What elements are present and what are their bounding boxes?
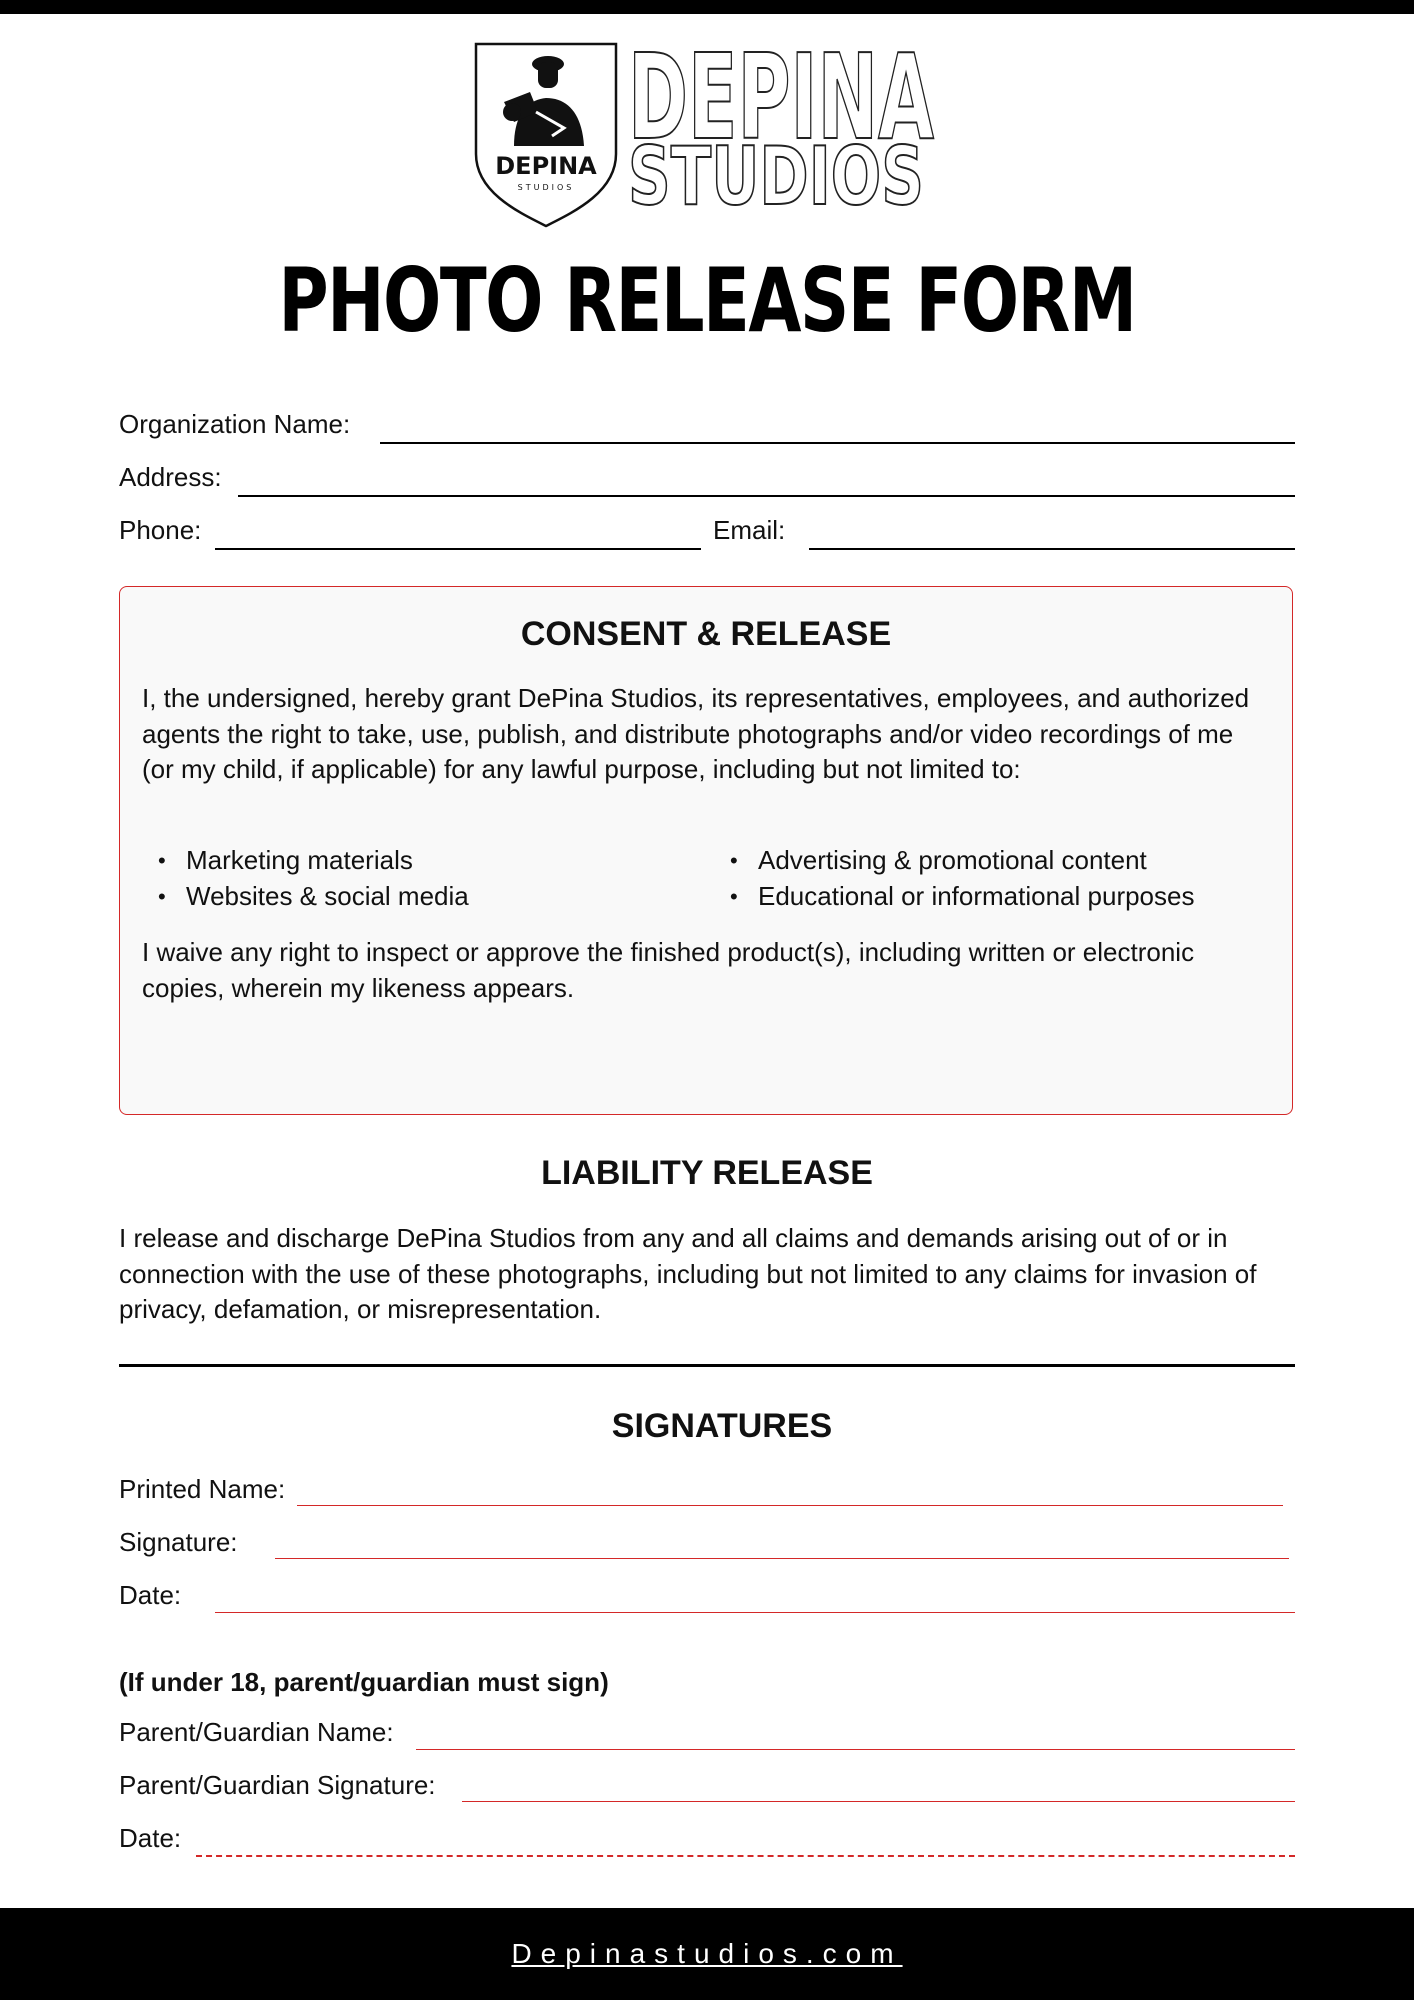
signature-field[interactable] (275, 1558, 1289, 1559)
guardian-date-label: Date: (119, 1823, 182, 1853)
printed-name-label: Printed Name: (119, 1474, 286, 1504)
guardian-name-field[interactable] (416, 1749, 1295, 1750)
printed-name-field[interactable] (297, 1505, 1283, 1506)
guardian-signature-label: Parent/Guardian Signature: (119, 1770, 436, 1800)
signatures-heading: SIGNATURES (611, 1407, 833, 1445)
shield-wordmark: DEPINA (495, 152, 597, 180)
list-item: • Websites & social media (186, 879, 469, 915)
list-item: • Advertising & promotional content (758, 843, 1147, 879)
page-title: PHOTO RELEASE FORM (278, 249, 1136, 352)
phone-field[interactable] (215, 548, 701, 550)
consent-waiver: I waive any right to inspect or approve the finished product(s), including written or electronic copies, wherein my likeness appears. (142, 937, 1195, 1003)
section-divider (119, 1364, 1295, 1367)
website-link[interactable]: Depinastudios.com (511, 1938, 903, 1969)
list-item: • Educational or informational purposes (758, 879, 1194, 915)
consent-intro: I, the undersigned, hereby grant DePina Studios, its representatives, employees, and authorized agents the right to take, use, publish, and distribute photographs and/or video recordings of me (or my child, if applicable) for any lawful purpose, including but not limited to: (142, 683, 1250, 784)
wordmark-studios: STUDIOS (628, 130, 924, 212)
consent-heading: CONSENT & RELEASE (520, 615, 892, 653)
address-field[interactable] (238, 495, 1295, 497)
signature-label: Signature: (119, 1527, 238, 1557)
date-field[interactable] (215, 1612, 1295, 1613)
guardian-date-field[interactable] (196, 1855, 1295, 1857)
organization-name-label: Organization Name: (119, 409, 351, 439)
minor-note: (If under 18, parent/guardian must sign) (119, 1667, 609, 1697)
guardian-signature-field[interactable] (462, 1801, 1295, 1802)
logo-shield (474, 42, 618, 228)
wordmark-depina: DEPINA (628, 36, 934, 166)
guardian-name-label: Parent/Guardian Name: (119, 1717, 394, 1747)
shield-subtext: STUDIOS (517, 183, 575, 192)
consent-release-panel (119, 586, 1293, 1115)
organization-name-field[interactable] (380, 442, 1295, 444)
list-item: • Marketing materials (186, 843, 413, 879)
liability-text: I release and discharge DePina Studios from any and all claims and demands arising out of or in connection with the use of these photographs, including but not limited to any claims for invasion of privacy, defamation, or misrepresentation. (119, 1223, 1257, 1324)
email-field[interactable] (809, 548, 1295, 550)
email-label: Email: (713, 515, 786, 545)
address-label: Address: (119, 462, 222, 492)
phone-label: Phone: (119, 515, 202, 545)
top-bar (0, 0, 1414, 14)
liability-heading: LIABILITY RELEASE (541, 1154, 873, 1192)
logo-wordmark (626, 36, 946, 212)
date-label: Date: (119, 1580, 182, 1610)
footer-bar (0, 1908, 1414, 2000)
